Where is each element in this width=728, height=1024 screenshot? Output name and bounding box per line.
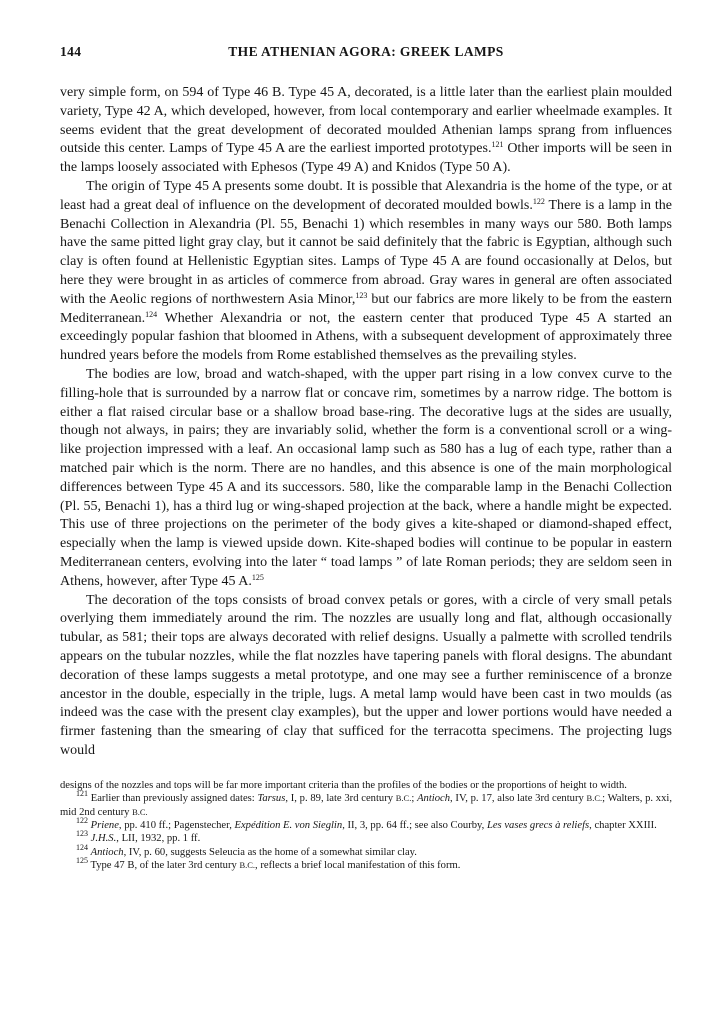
footnote-ref: 121 <box>491 140 504 150</box>
text-run: ; <box>411 793 418 805</box>
paragraph <box>60 84 672 178</box>
footnote-ref: 122 <box>532 196 545 206</box>
small-caps: B.C. <box>239 860 256 871</box>
footnote-ref: 124 <box>145 309 158 319</box>
text-run: very simple form, on 594 of Type 46 B. Type 45 A, decorated, is a little later than the earliest plain moulded variety, Type 42 A, which developed, however, from local contemporary and earlier wheelmade examples. It seems evident that the great development of decorated moulded Athenian lamps sprang from influences outside this center. Lamps of Type 45 A are the earliest imported prototypes. <box>60 85 672 157</box>
text-run: Type 47 B, of the later 3rd century <box>88 860 240 872</box>
page-header <box>60 44 672 64</box>
running-title: THE ATHENIAN AGORA: GREEK LAMPS <box>228 44 504 59</box>
text-run: , pp. 410 ff.; Pagenstecher, <box>118 819 235 831</box>
italic-title: Tarsus <box>257 793 286 805</box>
text-run: , I, p. 89, late 3rd century <box>285 793 396 805</box>
text-run: , LII, 1932, pp. 1 ff. <box>116 833 201 845</box>
text-run: The origin of Type 45 A presents some doubt. It is possible that Alexandria is the home of the type, or at least had a great deal of influence on the development of decorated moulded bowls. <box>60 178 672 213</box>
text-run: Earlier than previously assigned dates: <box>88 793 258 805</box>
italic-title: J.H.S. <box>90 833 117 845</box>
text-run: , IV, p. 60, suggests Seleucia as the home of a somewhat similar clay. <box>123 846 417 858</box>
footnote <box>60 815 672 832</box>
text-run: , chapter XXIII. <box>589 819 657 831</box>
footnotes <box>60 779 672 873</box>
italic-title: Les vases grecs à reliefs <box>486 819 590 831</box>
page-number: 144 <box>60 44 82 59</box>
footnote-ref: 125 <box>76 856 88 866</box>
paragraph <box>60 366 672 592</box>
footnote-continuation <box>60 779 672 792</box>
footnote <box>60 829 672 845</box>
italic-title: Priene <box>90 819 119 831</box>
small-caps: B.C. <box>132 806 148 817</box>
text-run: ; Walters, p. xxi, mid 2nd century <box>60 793 672 818</box>
small-caps: B.C. <box>395 793 412 804</box>
text-run: The decoration of the tops consists of broad convex petals or gores, with a circle of very small petals overlying them immediately around the rim. The nozzles are usually long and flat, although occasionally tubular, as 581; their tops are always decorated with relief designs. Usually a palmette with scrolled tendrils appears on the tubular nozzles, while the flat nozzles have tapering panels with floral designs. The abundant decoration of these lamps suggests a metal prototype, and one may see a further reminiscence of a bronze ancestor in the double, especially in the triple, lugs. A metal lamp would have been cast in two moulds (as indeed was the case with the present clay examples), but the upper and lower portions would have needed a firmer fastening than the smearing of clay that sufficed for the terracotta specimens. The projecting lugs would <box>60 592 672 758</box>
small-caps: B.C. <box>586 793 603 804</box>
text-run: Other imports will be seen in the lamps loosely associated with Ephesos (Type 49 A) and Knidos (Type 50 A). <box>60 141 673 176</box>
italic-title: Antioch <box>90 846 124 858</box>
text-run: , II, 3, pp. 64 ff.; see also Courby, <box>342 819 487 831</box>
italic-title: Expédition E. von Sieglin <box>234 819 343 831</box>
text-run: The bodies are low, broad and watch-shaped, with the upper part rising in a low convex curve to the filling-hole that is surrounded by a narrow flat or concave rim, sometimes by a narrow ridge. The bottom is either a flat raised circular base or a shallow broad base-ring. The decorative lugs at the sides are usually, though not always, in pairs; they are invariably solid, whether the form is a conventional scroll or a wing-like projection impressed with a leaf. An occasional lamp such as 580 has a lug of each type, rather than a matched pair which is the norm. There are no handles, and this absence is one of the main morphological differences between Type 45 A and its successors. 580, like the comparable lamp in the Benachi Collection (Pl. 55, Benachi 1), has a third lug or wing-shaped projection at the back, where a handle might be expected. This use of three projections on the perimeter of the body gives a kite-shaped or diamond-shaped effect, especially when the lamp is viewed upside down. Kite-shaped bodies will continue to be popular in eastern Mediterranean centers, evolving into the later “ toad lamps ” of late Roman periods; they are seldom seen in Athens, however, after Type 45 A. <box>60 366 672 589</box>
text-run: , IV, p. 17, also late 3rd century <box>450 793 587 805</box>
footnote-ref: 123 <box>76 829 88 839</box>
paragraph <box>60 178 672 366</box>
paragraph <box>60 592 672 761</box>
footnote <box>60 842 672 859</box>
text-run: , reflects a brief local manifestation of this form. <box>255 860 461 872</box>
footnote-ref: 125 <box>251 572 264 582</box>
italic-title: Antioch <box>417 793 451 805</box>
footnote-ref: 123 <box>355 290 368 300</box>
text-run: designs of the nozzles and tops will be far more important criteria than the profiles of the bodies or the proportions of height to width. <box>60 779 627 791</box>
footnote <box>60 789 672 819</box>
text-run: but our fabrics are more likely to be from the eastern Mediterranean. <box>60 291 672 326</box>
text-run: There is a lamp in the Benachi Collection in Alexandria (Pl. 55, Benachi 1) which resembles in many ways our 580. Both lamps have the same pitted light gray clay, but it cannot be said definitely that the fabric is Egyptian, although such clay is often found at Hellenistic Egyptian sites. Lamps of Type 45 A are found occasionally at Delos, but here they were brought in as articles of commerce from abroad. Gray wares in general are often associated with the Aeolic regions of northwestern Asia Minor, <box>60 197 672 307</box>
text-run: Whether Alexandria or not, the eastern center that produced Type 45 A started an exceedingly popular fashion that bloomed in Athens, with a subsequent development of approximately three hundred years before the models from Rome established themselves as the prevailing styles. <box>60 310 672 364</box>
footnote-ref: 121 <box>76 789 88 799</box>
page <box>60 44 672 873</box>
footnote-ref: 122 <box>76 815 88 825</box>
footnote <box>60 856 672 872</box>
footnote-ref: 124 <box>76 842 88 852</box>
body-text <box>60 84 672 761</box>
